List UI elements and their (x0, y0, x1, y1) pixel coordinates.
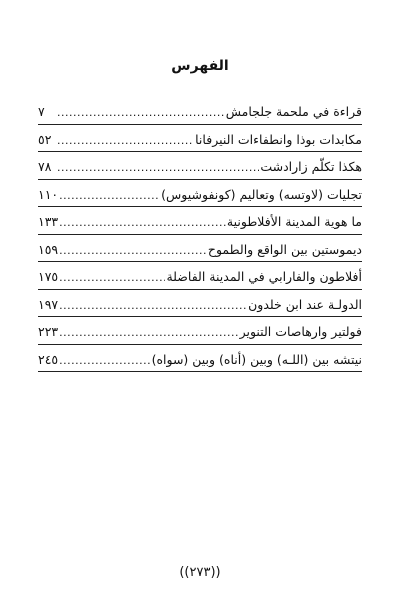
divider (38, 234, 362, 235)
toc-entry-page: ٢٢٣ (38, 324, 59, 339)
page-title: الفهرس (171, 58, 229, 74)
toc-entry-title: قراءة في ملحمة جلجامش (225, 104, 362, 119)
toc-entry-title: تجليات (لاوتسه) وتعاليم (كونفوشيوس) (161, 186, 362, 202)
toc-entry-page: ٥٢ (38, 131, 52, 147)
toc-entry-page: ٧٨ (38, 159, 52, 174)
toc-entry (38, 104, 362, 131)
dot-leader (59, 189, 160, 202)
divider (38, 151, 362, 152)
divider (38, 179, 362, 180)
divider (38, 261, 362, 262)
divider (38, 206, 362, 207)
divider (38, 344, 362, 345)
toc-entry-page: ١٣٣ (38, 214, 59, 229)
divider (38, 124, 362, 125)
table-of-contents (38, 104, 362, 379)
toc-entry (38, 324, 362, 351)
toc-entry (38, 352, 362, 379)
divider (38, 316, 362, 317)
toc-entry-title: ديموستين بين الواقع والطموح (207, 241, 362, 257)
toc-entry (38, 214, 362, 241)
toc-entry-page: ٢٤٥ (38, 351, 59, 367)
toc-entry-title: الدولـة عند ابن خلدون (248, 296, 362, 312)
toc-entry-page: ١٧٥ (38, 269, 59, 284)
toc-entry-page: ١٥٩ (38, 241, 59, 257)
divider (38, 371, 362, 372)
toc-entry (38, 187, 362, 214)
dot-leader (59, 354, 150, 367)
dot-leader (59, 216, 226, 229)
toc-entry-page: ١٩٧ (38, 296, 59, 312)
toc-entry (38, 297, 362, 324)
toc-entry-page: ١١٠ (38, 186, 59, 202)
toc-entry (38, 132, 362, 159)
toc-entry-title: فولتير وارهاصات التنوير (239, 324, 362, 339)
dot-leader (59, 244, 207, 257)
dot-leader (57, 106, 225, 119)
toc-entry (38, 242, 362, 269)
toc-entry-page: ٧ (38, 104, 45, 119)
toc-entry-title: مكابدات بوذا وانطفاءات النيرفانا (195, 131, 362, 147)
dot-leader (59, 271, 165, 284)
toc-entry-title: ما هوية المدينة الأفلاطونية (226, 214, 362, 229)
toc-entry-title: أفلاطون والفارابي في المدينة الفاضلة (166, 269, 362, 284)
toc-entry-title: هكذا تكلّم زارادشت (260, 159, 362, 174)
toc-entry (38, 159, 362, 186)
divider (38, 289, 362, 290)
dot-leader (59, 326, 238, 339)
dot-leader (57, 134, 194, 147)
dot-leader (57, 161, 259, 174)
toc-entry (38, 269, 362, 296)
toc-entry-title: نيتشه بين (اللـه) وبين (أناه) وبين (سواه) (151, 351, 362, 367)
dot-leader (59, 299, 247, 312)
page-number: ((٢٧٣)) (179, 565, 221, 580)
